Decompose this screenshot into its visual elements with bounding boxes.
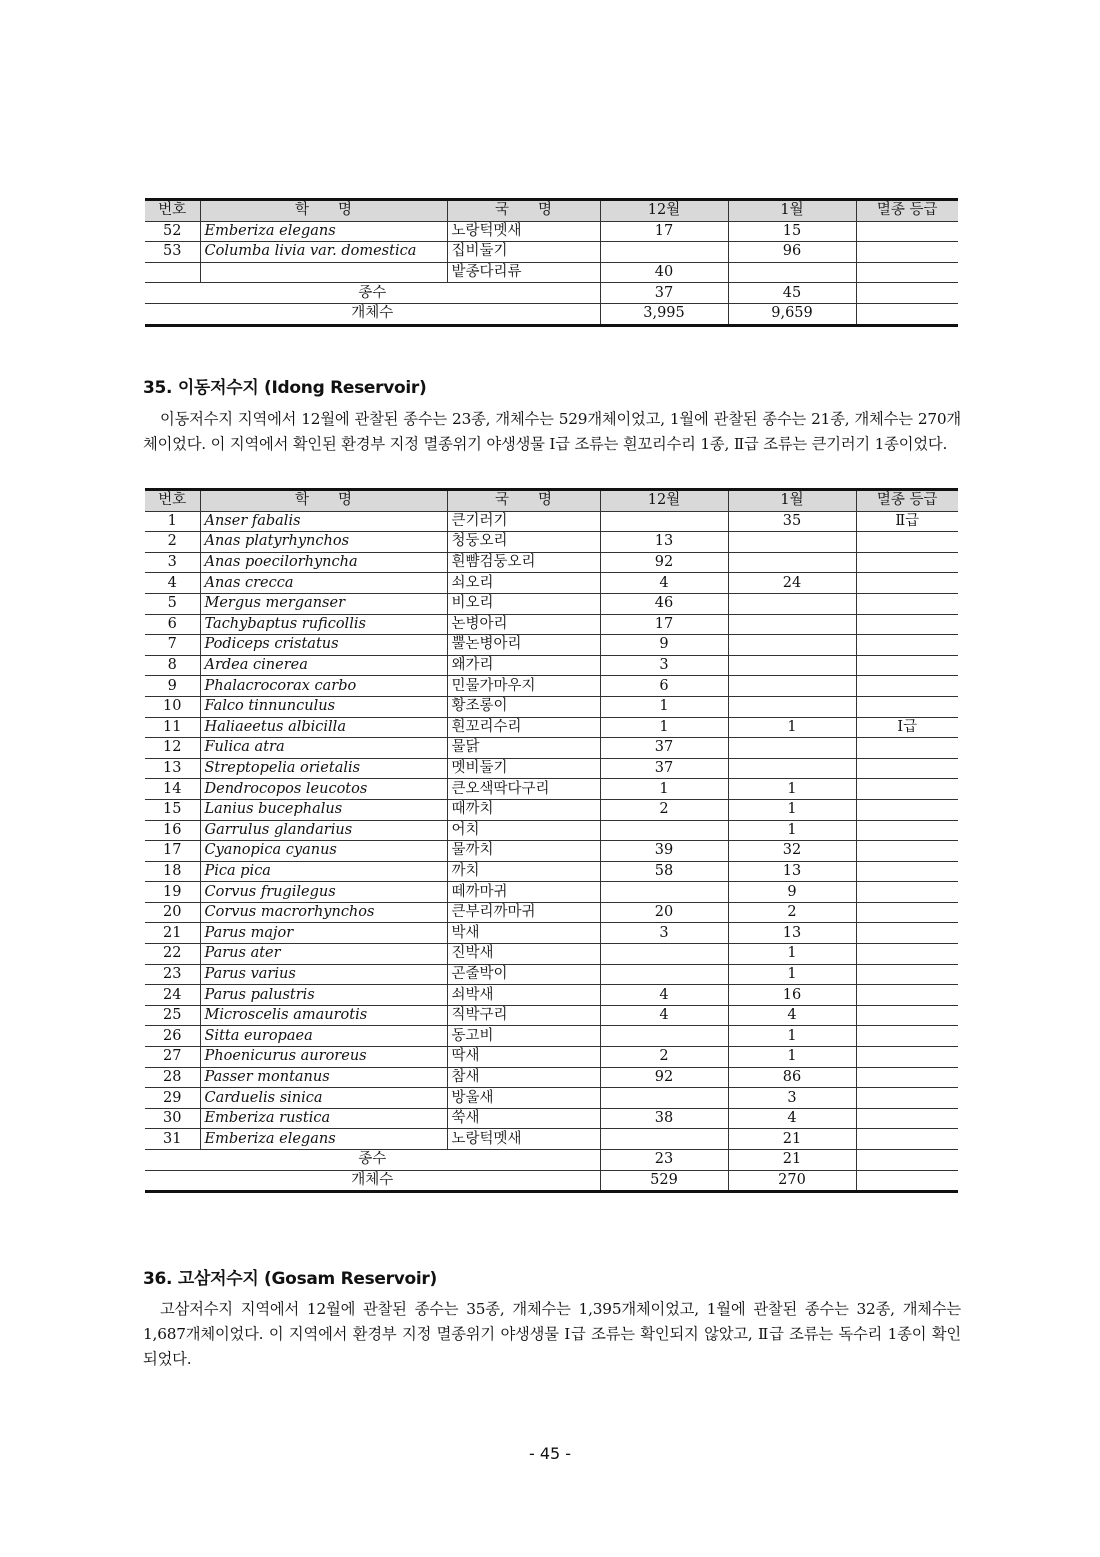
row-number: 1 xyxy=(145,511,200,532)
korean-name: 참새 xyxy=(447,1067,600,1088)
row-number: 13 xyxy=(145,758,200,779)
december-count: 37 xyxy=(600,738,728,759)
korean-name: 흰뺨검둥오리 xyxy=(447,552,600,573)
scientific-name: Corvus macrorhynchos xyxy=(200,902,447,923)
section-36-title: 36. 고삼저수지 (Gosam Reservoir) xyxy=(143,1269,437,1289)
endangered-grade xyxy=(856,242,958,263)
january-count: 15 xyxy=(728,221,856,242)
row-number: 9 xyxy=(145,676,200,697)
korean-name: 쑥새 xyxy=(447,1108,600,1129)
december-count: 92 xyxy=(600,552,728,573)
scientific-name: Streptopelia orietalis xyxy=(200,758,447,779)
january-count: 1 xyxy=(728,1047,856,1068)
scientific-name: Garrulus glandarius xyxy=(200,820,447,841)
korean-name: 방울새 xyxy=(447,1088,600,1109)
scientific-name: Fulica atra xyxy=(200,738,447,759)
korean-name: 큰오색딱다구리 xyxy=(447,779,600,800)
korean-name: 노랑턱멧새 xyxy=(447,1129,600,1150)
row-number: 28 xyxy=(145,1067,200,1088)
table-row xyxy=(145,861,958,882)
endangered-grade xyxy=(856,532,958,553)
korean-name: 어치 xyxy=(447,820,600,841)
december-count xyxy=(600,1129,728,1150)
december-count xyxy=(600,242,728,263)
table-row xyxy=(145,242,958,263)
row-number: 16 xyxy=(145,820,200,841)
row-number: 6 xyxy=(145,614,200,635)
table-row xyxy=(145,221,958,242)
korean-name: 떼까마귀 xyxy=(447,882,600,903)
december-count: 4 xyxy=(600,573,728,594)
table-row xyxy=(145,841,958,862)
january-count xyxy=(728,676,856,697)
row-number: 52 xyxy=(145,221,200,242)
korean-name: 큰기러기 xyxy=(447,511,600,532)
row-number: 2 xyxy=(145,532,200,553)
species-december: 37 xyxy=(600,283,728,304)
korean-name: 진박새 xyxy=(447,944,600,965)
december-count: 58 xyxy=(600,861,728,882)
scientific-name: Emberiza elegans xyxy=(200,221,447,242)
scientific-name: Carduelis sinica xyxy=(200,1088,447,1109)
korean-name: 물까치 xyxy=(447,841,600,862)
endangered-grade xyxy=(856,841,958,862)
january-count xyxy=(728,635,856,656)
december-count: 1 xyxy=(600,717,728,738)
endangered-grade xyxy=(856,902,958,923)
count-january: 270 xyxy=(728,1170,856,1192)
table-row xyxy=(145,511,958,532)
species-january: 45 xyxy=(728,283,856,304)
december-count xyxy=(600,511,728,532)
korean-name: 밭종다리류 xyxy=(447,262,600,283)
table-row xyxy=(145,923,958,944)
table-header-row xyxy=(145,490,958,512)
header-december: 12월 xyxy=(600,200,728,222)
december-count: 92 xyxy=(600,1067,728,1088)
january-count: 1 xyxy=(728,820,856,841)
january-count: 16 xyxy=(728,985,856,1006)
section-35-title: 35. 이동저수지 (Idong Reservoir) xyxy=(143,378,427,398)
row-number: 8 xyxy=(145,655,200,676)
row-number: 21 xyxy=(145,923,200,944)
korean-name: 쇠오리 xyxy=(447,573,600,594)
scientific-name: Dendrocopos leucotos xyxy=(200,779,447,800)
scientific-name: Emberiza elegans xyxy=(200,1129,447,1150)
table-row xyxy=(145,964,958,985)
individual-total-row xyxy=(145,303,958,325)
january-count xyxy=(728,262,856,283)
korean-name: 동고비 xyxy=(447,1026,600,1047)
korean-name: 노랑턱멧새 xyxy=(447,221,600,242)
january-count: 21 xyxy=(728,1129,856,1150)
row-number: 14 xyxy=(145,779,200,800)
table-row xyxy=(145,655,958,676)
december-count xyxy=(600,944,728,965)
endangered-grade xyxy=(856,1026,958,1047)
december-count: 3 xyxy=(600,655,728,676)
korean-name: 흰꼬리수리 xyxy=(447,717,600,738)
species-label: 종수 xyxy=(145,1150,600,1171)
header-scientific-name: 학 명 xyxy=(200,490,447,512)
december-count xyxy=(600,964,728,985)
row-number: 22 xyxy=(145,944,200,965)
january-count: 86 xyxy=(728,1067,856,1088)
page-number: - 45 - xyxy=(528,1444,572,1463)
scientific-name: Columba livia var. domestica xyxy=(200,242,447,263)
january-count xyxy=(728,758,856,779)
endangered-grade xyxy=(856,614,958,635)
december-count: 4 xyxy=(600,985,728,1006)
table-row xyxy=(145,573,958,594)
row-number: 4 xyxy=(145,573,200,594)
korean-name: 뿔논병아리 xyxy=(447,635,600,656)
section-35-paragraph: 이동저수지 지역에서 12월에 관찰된 종수는 23종, 개체수는 529개체이었고, 1월에 관찰된 종수는 21종, 개체수는 270개체이었다. 이 지역에서 확인된 환경부 지정 멸종위기 야생생물 Ⅰ급 조류는 흰꼬리수리 1종, Ⅱ급 조류는 큰기러기 1종이었다. xyxy=(143,410,961,453)
january-count: 24 xyxy=(728,573,856,594)
endangered-grade xyxy=(856,1047,958,1068)
table-row xyxy=(145,1005,958,1026)
species-total-row xyxy=(145,283,958,304)
table-header-row xyxy=(145,200,958,222)
table-row xyxy=(145,1108,958,1129)
korean-name: 때까치 xyxy=(447,799,600,820)
table-row xyxy=(145,635,958,656)
january-count: 13 xyxy=(728,861,856,882)
scientific-name: Sitta europaea xyxy=(200,1026,447,1047)
endangered-grade xyxy=(856,593,958,614)
scientific-name: Anas poecilorhyncha xyxy=(200,552,447,573)
row-number: 18 xyxy=(145,861,200,882)
table-row xyxy=(145,820,958,841)
scientific-name: Phalacrocorax carbo xyxy=(200,676,447,697)
scientific-name: Microscelis amaurotis xyxy=(200,1005,447,1026)
scientific-name: Parus palustris xyxy=(200,985,447,1006)
december-count: 2 xyxy=(600,799,728,820)
december-count: 13 xyxy=(600,532,728,553)
scientific-name: Cyanopica cyanus xyxy=(200,841,447,862)
header-number: 번호 xyxy=(145,490,200,512)
korean-name: 멧비둘기 xyxy=(447,758,600,779)
row-number: 29 xyxy=(145,1088,200,1109)
table-row xyxy=(145,1129,958,1150)
individual-total-row xyxy=(145,1170,958,1192)
endangered-grade xyxy=(856,262,958,283)
row-number: 12 xyxy=(145,738,200,759)
scientific-name: Mergus merganser xyxy=(200,593,447,614)
endangered-grade xyxy=(856,1129,958,1150)
january-count xyxy=(728,614,856,635)
december-count: 17 xyxy=(600,221,728,242)
scientific-name: Parus ater xyxy=(200,944,447,965)
endangered-grade xyxy=(856,1005,958,1026)
january-count: 96 xyxy=(728,242,856,263)
december-count xyxy=(600,1026,728,1047)
december-count: 9 xyxy=(600,635,728,656)
header-endangered-grade: 멸종 등급 xyxy=(856,490,958,512)
korean-name: 큰부리까마귀 xyxy=(447,902,600,923)
table-row xyxy=(145,738,958,759)
january-count: 35 xyxy=(728,511,856,532)
endangered-grade xyxy=(856,635,958,656)
endangered-grade: Ⅱ급 xyxy=(856,511,958,532)
december-count: 40 xyxy=(600,262,728,283)
endangered-grade xyxy=(856,655,958,676)
header-korean-name: 국 명 xyxy=(447,490,600,512)
january-count: 9 xyxy=(728,882,856,903)
table-row xyxy=(145,944,958,965)
row-number: 20 xyxy=(145,902,200,923)
january-count: 2 xyxy=(728,902,856,923)
table-row xyxy=(145,676,958,697)
december-count xyxy=(600,882,728,903)
row-number: 5 xyxy=(145,593,200,614)
table-row xyxy=(145,262,958,283)
january-count xyxy=(728,593,856,614)
count-december: 3,995 xyxy=(600,303,728,325)
endangered-grade xyxy=(856,861,958,882)
december-count: 2 xyxy=(600,1047,728,1068)
january-count: 13 xyxy=(728,923,856,944)
table-row xyxy=(145,696,958,717)
endangered-grade xyxy=(856,944,958,965)
scientific-name: Parus varius xyxy=(200,964,447,985)
table-row xyxy=(145,799,958,820)
endangered-grade xyxy=(856,799,958,820)
table-row xyxy=(145,902,958,923)
scientific-name: Phoenicurus auroreus xyxy=(200,1047,447,1068)
december-count xyxy=(600,1088,728,1109)
species-january: 21 xyxy=(728,1150,856,1171)
table-row xyxy=(145,985,958,1006)
january-count: 4 xyxy=(728,1005,856,1026)
row-number: 3 xyxy=(145,552,200,573)
table-row xyxy=(145,532,958,553)
scientific-name: Podiceps cristatus xyxy=(200,635,447,656)
section-36-paragraph: 고삼저수지 지역에서 12월에 관찰된 종수는 35종, 개체수는 1,395개체이었고, 1월에 관찰된 종수는 32종, 개체수는 1,687개체이었다. 이 지역에서 환경부 지정 멸종위기 야생생물 Ⅰ급 조류는 확인되지 않았고, Ⅱ급 조류는 독수리 1종이 확인되었다. xyxy=(143,1300,961,1368)
row-number: 25 xyxy=(145,1005,200,1026)
row-number: 27 xyxy=(145,1047,200,1068)
endangered-grade xyxy=(856,985,958,1006)
table-row xyxy=(145,1026,958,1047)
table-row xyxy=(145,614,958,635)
table-row xyxy=(145,593,958,614)
endangered-grade xyxy=(856,552,958,573)
species-label: 종수 xyxy=(145,283,600,304)
endangered-grade xyxy=(856,882,958,903)
bird-table-continued xyxy=(145,198,958,327)
december-count: 1 xyxy=(600,696,728,717)
december-count: 20 xyxy=(600,902,728,923)
endangered-grade xyxy=(856,221,958,242)
table-body xyxy=(145,221,958,283)
korean-name: 청둥오리 xyxy=(447,532,600,553)
row-number: 30 xyxy=(145,1108,200,1129)
endangered-grade xyxy=(856,1108,958,1129)
january-count xyxy=(728,552,856,573)
january-count: 1 xyxy=(728,944,856,965)
table-row xyxy=(145,1088,958,1109)
korean-name: 까치 xyxy=(447,861,600,882)
row-number: 19 xyxy=(145,882,200,903)
january-count: 1 xyxy=(728,964,856,985)
january-count xyxy=(728,655,856,676)
header-january: 1월 xyxy=(728,200,856,222)
december-count: 4 xyxy=(600,1005,728,1026)
korean-name: 황조롱이 xyxy=(447,696,600,717)
korean-name: 왜가리 xyxy=(447,655,600,676)
january-count: 1 xyxy=(728,779,856,800)
row-number: 23 xyxy=(145,964,200,985)
december-count xyxy=(600,820,728,841)
december-count: 1 xyxy=(600,779,728,800)
table-row xyxy=(145,717,958,738)
table-row xyxy=(145,758,958,779)
korean-name: 민물가마우지 xyxy=(447,676,600,697)
scientific-name: Passer montanus xyxy=(200,1067,447,1088)
korean-name: 논병아리 xyxy=(447,614,600,635)
row-number xyxy=(145,262,200,283)
korean-name: 박새 xyxy=(447,923,600,944)
december-count: 46 xyxy=(600,593,728,614)
header-number: 번호 xyxy=(145,200,200,222)
endangered-grade xyxy=(856,923,958,944)
table-row xyxy=(145,552,958,573)
table-row xyxy=(145,882,958,903)
header-december: 12월 xyxy=(600,490,728,512)
row-number: 26 xyxy=(145,1026,200,1047)
january-count: 1 xyxy=(728,717,856,738)
row-number: 11 xyxy=(145,717,200,738)
count-december: 529 xyxy=(600,1170,728,1192)
header-korean-name: 국 명 xyxy=(447,200,600,222)
row-number: 15 xyxy=(145,799,200,820)
scientific-name: Falco tinnunculus xyxy=(200,696,447,717)
table-row xyxy=(145,1067,958,1088)
table-body xyxy=(145,511,958,1149)
endangered-grade xyxy=(856,573,958,594)
december-count: 38 xyxy=(600,1108,728,1129)
row-number: 10 xyxy=(145,696,200,717)
scientific-name: Haliaeetus albicilla xyxy=(200,717,447,738)
row-number: 7 xyxy=(145,635,200,656)
korean-name: 비오리 xyxy=(447,593,600,614)
table-row xyxy=(145,1047,958,1068)
endangered-grade xyxy=(856,696,958,717)
count-label: 개체수 xyxy=(145,303,600,325)
header-january: 1월 xyxy=(728,490,856,512)
scientific-name: Anas crecca xyxy=(200,573,447,594)
row-number: 31 xyxy=(145,1129,200,1150)
scientific-name: Pica pica xyxy=(200,861,447,882)
species-december: 23 xyxy=(600,1150,728,1171)
scientific-name xyxy=(200,262,447,283)
endangered-grade xyxy=(856,758,958,779)
korean-name: 딱새 xyxy=(447,1047,600,1068)
endangered-grade xyxy=(856,779,958,800)
december-count: 39 xyxy=(600,841,728,862)
row-number: 24 xyxy=(145,985,200,1006)
endangered-grade xyxy=(856,820,958,841)
endangered-grade xyxy=(856,738,958,759)
endangered-grade xyxy=(856,1088,958,1109)
korean-name: 쇠박새 xyxy=(447,985,600,1006)
scientific-name: Anas platyrhynchos xyxy=(200,532,447,553)
december-count: 17 xyxy=(600,614,728,635)
endangered-grade xyxy=(856,676,958,697)
korean-name: 곤줄박이 xyxy=(447,964,600,985)
january-count: 1 xyxy=(728,1026,856,1047)
species-total-row xyxy=(145,1150,958,1171)
endangered-grade: Ⅰ급 xyxy=(856,717,958,738)
endangered-grade xyxy=(856,964,958,985)
korean-name: 물닭 xyxy=(447,738,600,759)
korean-name: 직박구리 xyxy=(447,1005,600,1026)
january-count: 4 xyxy=(728,1108,856,1129)
scientific-name: Corvus frugilegus xyxy=(200,882,447,903)
january-count xyxy=(728,532,856,553)
january-count xyxy=(728,696,856,717)
header-endangered-grade: 멸종 등급 xyxy=(856,200,958,222)
count-january: 9,659 xyxy=(728,303,856,325)
korean-name: 집비둘기 xyxy=(447,242,600,263)
table-row xyxy=(145,779,958,800)
scientific-name: Parus major xyxy=(200,923,447,944)
scientific-name: Lanius bucephalus xyxy=(200,799,447,820)
count-label: 개체수 xyxy=(145,1170,600,1192)
december-count: 37 xyxy=(600,758,728,779)
scientific-name: Ardea cinerea xyxy=(200,655,447,676)
row-number: 17 xyxy=(145,841,200,862)
scientific-name: Emberiza rustica xyxy=(200,1108,447,1129)
header-scientific-name: 학 명 xyxy=(200,200,447,222)
scientific-name: Anser fabalis xyxy=(200,511,447,532)
january-count: 3 xyxy=(728,1088,856,1109)
january-count: 32 xyxy=(728,841,856,862)
january-count xyxy=(728,738,856,759)
december-count: 6 xyxy=(600,676,728,697)
december-count: 3 xyxy=(600,923,728,944)
row-number: 53 xyxy=(145,242,200,263)
january-count: 1 xyxy=(728,799,856,820)
bird-table-idong xyxy=(145,488,958,1193)
endangered-grade xyxy=(856,1067,958,1088)
scientific-name: Tachybaptus ruficollis xyxy=(200,614,447,635)
